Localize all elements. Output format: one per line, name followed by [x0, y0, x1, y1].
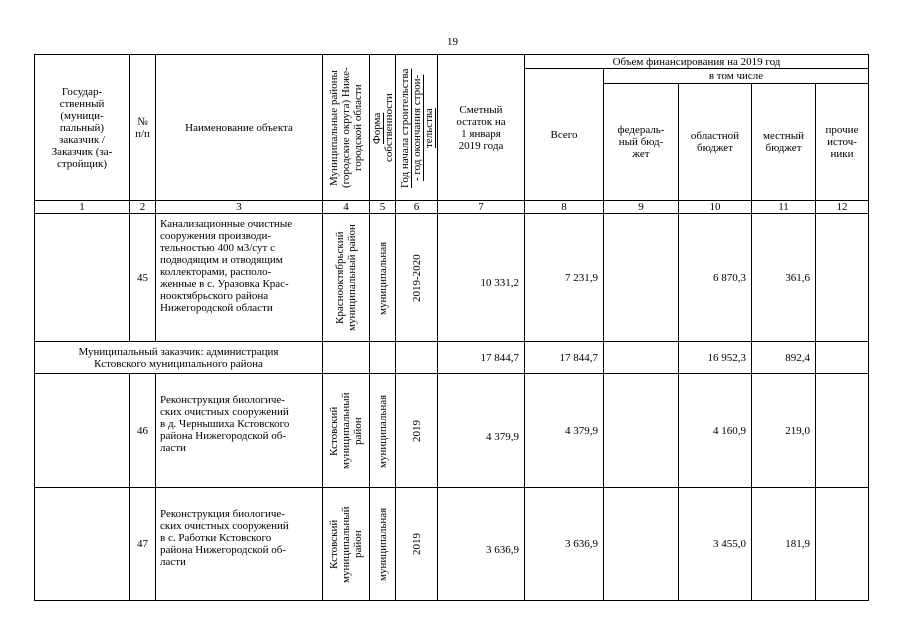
- regional-cell: 4 160,9: [679, 374, 752, 488]
- header-years: Год начала строительства - год окончания строи- тельства: [396, 55, 438, 201]
- district-cell: Краснооктябрьский муниципальный район: [323, 214, 370, 342]
- table-row: [35, 374, 869, 488]
- header-federal: федераль- ный бюд- жет: [604, 84, 679, 201]
- column-number: 11: [752, 201, 816, 214]
- years-cell: [396, 342, 438, 374]
- page-number: 19: [447, 36, 458, 48]
- row-number: 45: [130, 214, 156, 342]
- subtotal-label: Муниципальный заказчик: администрация Кстовского муниципального района: [35, 342, 323, 374]
- regional-cell: 6 870,3: [679, 214, 752, 342]
- subtotal-regional: 16 952,3: [679, 342, 752, 374]
- header-including: в том числе: [604, 69, 869, 84]
- header-other: прочие источ- ники: [816, 84, 869, 201]
- row-number: 46: [130, 374, 156, 488]
- local-cell: 219,0: [752, 374, 816, 488]
- ownership-cell: муниципальная: [370, 374, 396, 488]
- local-cell: 181,9: [752, 488, 816, 601]
- federal-cell: [604, 488, 679, 601]
- subtotal-balance: 17 844,7: [438, 342, 525, 374]
- column-number-row: [35, 201, 869, 214]
- other-cell: [816, 374, 869, 488]
- header-financing: Объем финансирования на 2019 год: [525, 55, 869, 69]
- customer-cell: [35, 214, 130, 342]
- header-number: № п/п: [130, 55, 156, 201]
- subtotal-row: [35, 342, 869, 374]
- subtotal-other: [816, 342, 869, 374]
- header-local: местный бюджет: [752, 84, 816, 201]
- column-number: 8: [525, 201, 604, 214]
- header-regional: областной бюджет: [679, 84, 752, 201]
- district-cell: [323, 342, 370, 374]
- local-cell: 361,6: [752, 214, 816, 342]
- header-customer: Государ- ственный (муници- пальный) заказчик / Заказчик (за- стройщик): [35, 55, 130, 201]
- balance-cell: 10 331,2: [438, 214, 525, 342]
- ownership-cell: муниципальная: [370, 214, 396, 342]
- column-number: 9: [604, 201, 679, 214]
- object-name: Реконструкция биологиче- ских очистных сооружений в д. Чернышиха Кстовского района Нижегородской об- ласти: [156, 374, 323, 488]
- federal-cell: [604, 374, 679, 488]
- other-cell: [816, 488, 869, 601]
- column-number: 10: [679, 201, 752, 214]
- row-number: 47: [130, 488, 156, 601]
- column-number: 1: [35, 201, 130, 214]
- ownership-cell: [370, 342, 396, 374]
- table-row: [35, 488, 869, 601]
- subtotal-federal: [604, 342, 679, 374]
- total-cell: 4 379,9: [525, 374, 604, 488]
- table-row: [35, 214, 869, 342]
- subtotal-total: 17 844,7: [525, 342, 604, 374]
- balance-cell: 4 379,9: [438, 374, 525, 488]
- subtotal-local: 892,4: [752, 342, 816, 374]
- regional-cell: 3 455,0: [679, 488, 752, 601]
- district-cell: Кстовский муниципальный район: [323, 374, 370, 488]
- object-name: Реконструкция биологиче- ских очистных сооружений в с. Работки Кстовского района Нижегородской об- ласти: [156, 488, 323, 601]
- years-cell: 2019: [396, 488, 438, 601]
- column-number: 7: [438, 201, 525, 214]
- years-cell: 2019-2020: [396, 214, 438, 342]
- years-cell: 2019: [396, 374, 438, 488]
- column-number: 3: [156, 201, 323, 214]
- column-number: 6: [396, 201, 438, 214]
- column-number: 5: [370, 201, 396, 214]
- header-districts: Муниципальные районы (городские округа) Ниже- городской области: [323, 55, 370, 201]
- federal-cell: [604, 214, 679, 342]
- other-cell: [816, 214, 869, 342]
- customer-cell: [35, 488, 130, 601]
- column-number: 4: [323, 201, 370, 214]
- ownership-cell: муниципальная: [370, 488, 396, 601]
- header-balance: Сметный остаток на 1 января 2019 года: [438, 55, 525, 201]
- financing-table: [34, 54, 869, 601]
- header-object-name: Наименование объекта: [156, 55, 323, 201]
- column-number: 2: [130, 201, 156, 214]
- district-cell: Кстовский муниципальный район: [323, 488, 370, 601]
- balance-cell: 3 636,9: [438, 488, 525, 601]
- column-number: 12: [816, 201, 869, 214]
- header-total: Всего: [525, 69, 604, 201]
- customer-cell: [35, 374, 130, 488]
- total-cell: 7 231,9: [525, 214, 604, 342]
- header-ownership: Форма собственности: [370, 55, 396, 201]
- total-cell: 3 636,9: [525, 488, 604, 601]
- object-name: Канализационные очистные сооружения производи- тельностью 400 м3/сут с подводящим и отводящим коллекторами, располо- женные в с. Уразовка Крас- нооктябрьского района Нижегородской области: [156, 214, 323, 342]
